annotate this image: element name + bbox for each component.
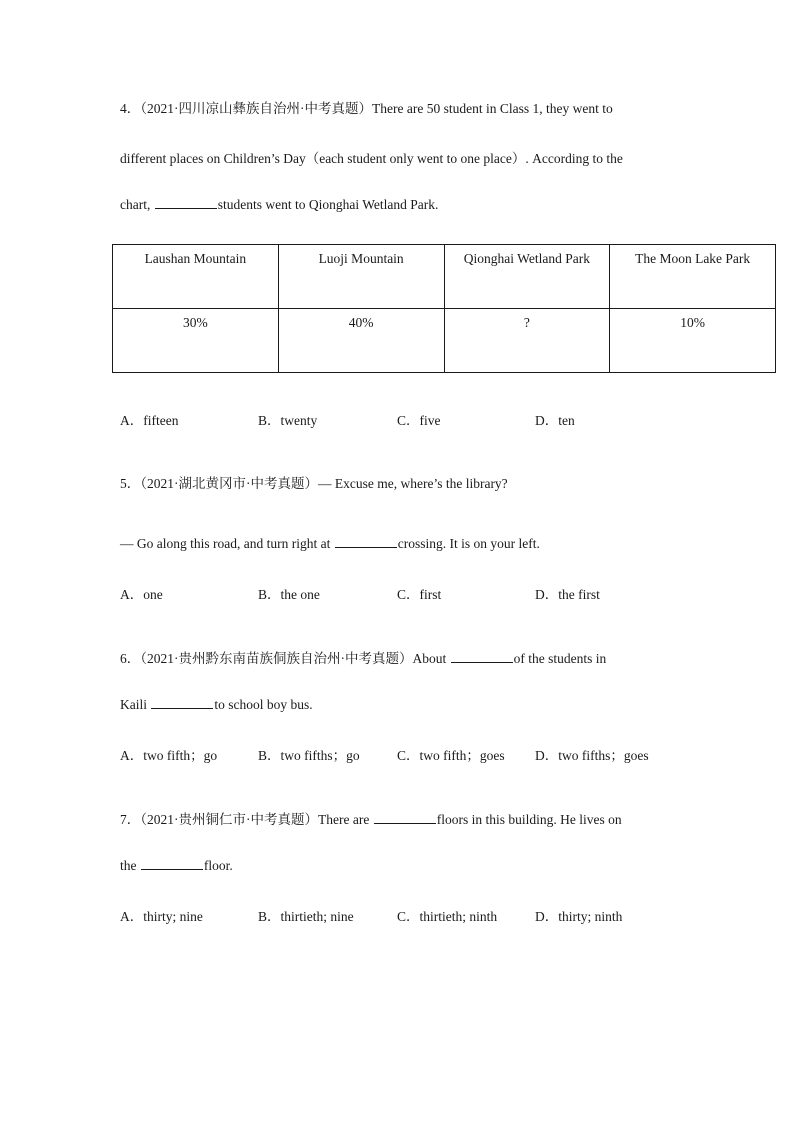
question-text: There are	[318, 812, 370, 827]
option-a[interactable]: A．one	[120, 587, 163, 602]
question-5-line-2	[120, 535, 540, 553]
option-a[interactable]: A．fifteen	[120, 413, 179, 428]
question-text: — Excuse me, where’s the library?	[318, 476, 508, 491]
table-cell: ?	[444, 309, 610, 373]
question-text: students went to Qionghai Wetland Park.	[217, 197, 439, 212]
question-number: 5．	[120, 476, 141, 491]
option-c[interactable]: C．two fifth；goes	[397, 748, 505, 763]
answer-blank	[374, 811, 436, 824]
answer-blank	[451, 650, 513, 663]
option-c[interactable]: C．first	[397, 587, 442, 602]
option-a[interactable]: A．two fifth；go	[120, 748, 218, 763]
option-d[interactable]: D．ten	[535, 413, 575, 428]
question-text: chart,	[120, 197, 151, 212]
question-text: Kaili	[120, 697, 147, 712]
option-b[interactable]: B．the one	[258, 587, 320, 602]
option-b[interactable]: B．two fifths；go	[258, 748, 360, 763]
question-text: of the students in	[513, 651, 607, 666]
table-cell: 10%	[610, 309, 776, 373]
table-header-cell: Qionghai Wetland Park	[444, 245, 610, 309]
question-number: 7．	[120, 812, 141, 827]
option-d[interactable]: D．two fifths；goes	[535, 748, 649, 763]
question-number: 6．	[120, 651, 141, 666]
option-b[interactable]: B．twenty	[258, 413, 318, 428]
question-7-line-1	[120, 811, 622, 829]
answer-blank	[335, 535, 397, 548]
option-d[interactable]: D．thirty; ninth	[535, 909, 623, 924]
destination-chart-table	[112, 244, 776, 373]
answer-blank	[151, 696, 213, 709]
question-7-line-2	[120, 857, 233, 875]
question-text: floor.	[203, 858, 233, 873]
question-4-line-3	[120, 196, 438, 214]
table-header-cell: Luoji Mountain	[278, 245, 444, 309]
question-6-line-2	[120, 696, 313, 714]
option-b[interactable]: B．thirtieth; nine	[258, 909, 354, 924]
table-cell: 40%	[278, 309, 444, 373]
question-number: 4．	[120, 101, 141, 116]
question-source: （2021·贵州黔东南苗族侗族自治州·中考真题）	[140, 651, 413, 666]
question-4-line-2	[120, 150, 623, 168]
option-c[interactable]: C．five	[397, 413, 441, 428]
table-header-row	[113, 245, 776, 309]
question-6-line-1	[120, 650, 606, 668]
table-cell: 30%	[113, 309, 279, 373]
table-header-cell: The Moon Lake Park	[610, 245, 776, 309]
question-source: （2021·贵州铜仁市·中考真题）	[140, 812, 318, 827]
question-text: to school boy bus.	[214, 697, 313, 712]
question-5-line-1	[120, 475, 508, 493]
option-c[interactable]: C．thirtieth; ninth	[397, 909, 498, 924]
question-text: different places on Children’s Day（each student only went to one place）. According to the	[120, 151, 623, 166]
question-4-line-1	[120, 100, 613, 118]
question-source: （2021·湖北黄冈市·中考真题）	[140, 476, 318, 491]
table-header-cell: Laushan Mountain	[113, 245, 279, 309]
question-text: About	[412, 651, 447, 666]
question-text: floors in this building. He lives on	[436, 812, 622, 827]
answer-blank	[155, 196, 217, 209]
question-source: （2021·四川凉山彝族自治州·中考真题）	[140, 101, 372, 116]
question-text: There are 50 student in Class 1, they went to	[372, 101, 613, 116]
question-text: — Go along this road, and turn right at	[120, 536, 331, 551]
question-text: crossing. It is on your left.	[397, 536, 540, 551]
option-d[interactable]: D．the first	[535, 587, 600, 602]
option-a[interactable]: A．thirty; nine	[120, 909, 203, 924]
answer-blank	[141, 857, 203, 870]
table-row	[113, 309, 776, 373]
question-text: the	[120, 858, 137, 873]
